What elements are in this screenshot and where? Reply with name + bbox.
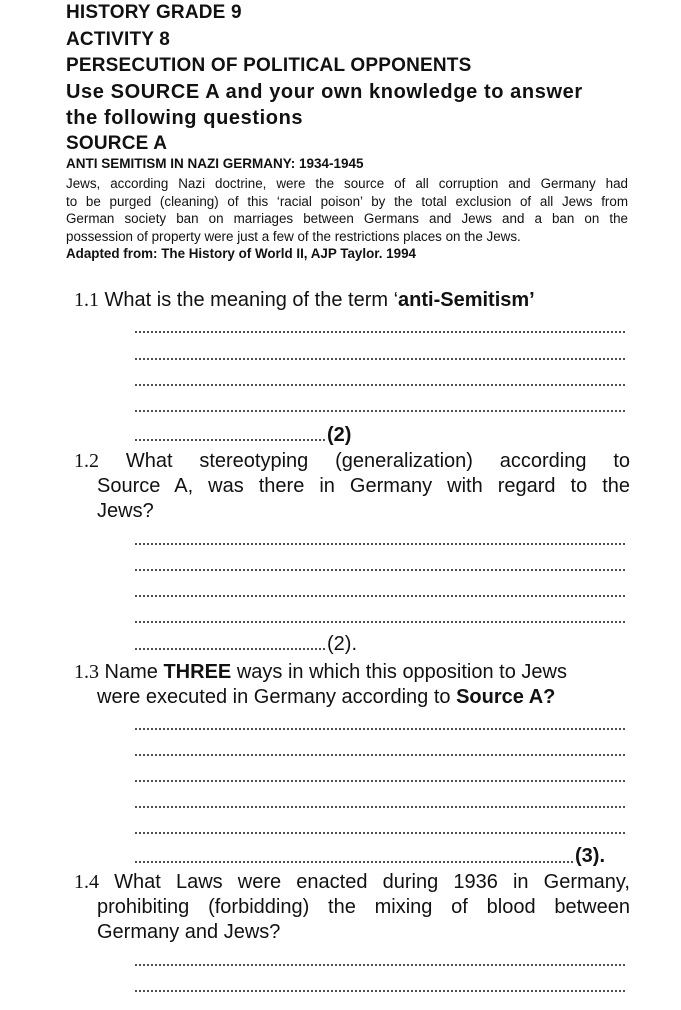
question-text [74, 870, 630, 895]
question-number: 1.1 [74, 289, 99, 311]
question-text [74, 685, 630, 710]
source-citation: Adapted from: The History of World II, AJP Taylor. 1994 [66, 246, 416, 261]
question-1-1 [74, 288, 630, 313]
answer-line[interactable] [134, 832, 626, 834]
question-keyword: Source A? [456, 686, 556, 708]
question-text [74, 660, 630, 685]
answer-line[interactable] [134, 331, 626, 333]
subject-heading: HISTORY GRADE 9 [66, 2, 242, 23]
source-title: ANTI SEMITISM IN NAZI GERMANY: 1934-1945 [66, 156, 364, 171]
source-line: to be purged (cleaning) of this ‘racial poison’ by the total exclusion of all Jews from [66, 193, 628, 209]
source-label: SOURCE A [66, 133, 168, 154]
answer-line[interactable] [134, 358, 626, 360]
question-keyword: THREE [163, 661, 232, 683]
question-text-part: Name [99, 661, 164, 683]
marks-label: (3). [575, 845, 605, 867]
question-text-part: What is the meaning of the term ‘ [99, 289, 399, 311]
question-text: Jews? [97, 500, 154, 522]
source-line: possession of property were just a few of the restrictions places on the Jews. [66, 228, 521, 244]
marks-label: (2). [327, 633, 357, 655]
source-line: German society ban on marriages between Germans and Jews and a ban on the [66, 211, 628, 226]
answer-line[interactable] [134, 621, 626, 623]
question-text-part: were executed in Germany according to [97, 686, 457, 708]
instruction-line-2: the following questions [66, 107, 304, 129]
answer-line[interactable] [134, 648, 326, 650]
answer-line[interactable] [134, 754, 626, 756]
question-1-3 [74, 660, 630, 710]
answer-line[interactable] [134, 990, 626, 992]
question-number: 1.4 [74, 871, 99, 893]
question-text [74, 288, 630, 313]
answer-line[interactable] [134, 439, 326, 441]
question-1-2 [74, 449, 630, 524]
question-keyword: anti-Semitism’ [398, 289, 535, 311]
source-paragraph [66, 175, 628, 245]
question-text-part: ways in which this opposition to Jews [231, 661, 567, 683]
question-text: Source A, was there in Germany with regard to the [97, 475, 630, 497]
answer-line[interactable] [134, 569, 626, 571]
answer-line[interactable] [134, 780, 626, 782]
answer-line[interactable] [134, 543, 626, 545]
marks-label: (2) [327, 424, 352, 446]
question-number: 1.3 [74, 661, 99, 683]
question-text: Germany and Jews? [97, 921, 281, 943]
answer-line[interactable] [134, 410, 626, 412]
instruction-line-1: Use SOURCE A and your own knowledge to answer [66, 81, 583, 103]
answer-line[interactable] [134, 964, 626, 966]
question-text: prohibiting (forbidding) the mixing of blood between [97, 896, 630, 918]
answer-line[interactable] [134, 861, 574, 863]
activity-heading: ACTIVITY 8 [66, 29, 171, 50]
answer-line[interactable] [134, 806, 626, 808]
answer-line[interactable] [134, 728, 626, 730]
answer-line[interactable] [134, 384, 626, 386]
question-text [74, 449, 630, 474]
question-1-4 [74, 870, 630, 945]
topic-heading: PERSECUTION OF POLITICAL OPPONENTS [66, 55, 472, 76]
question-text-part: What Laws were enacted during 1936 in Germany, [99, 871, 630, 893]
question-text-part: What stereotyping (generalization) according to [99, 450, 630, 472]
source-line: Jews, according Nazi doctrine, were the source of all corruption and Germany had [66, 176, 628, 191]
answer-line[interactable] [134, 595, 626, 597]
question-number: 1.2 [74, 450, 99, 472]
